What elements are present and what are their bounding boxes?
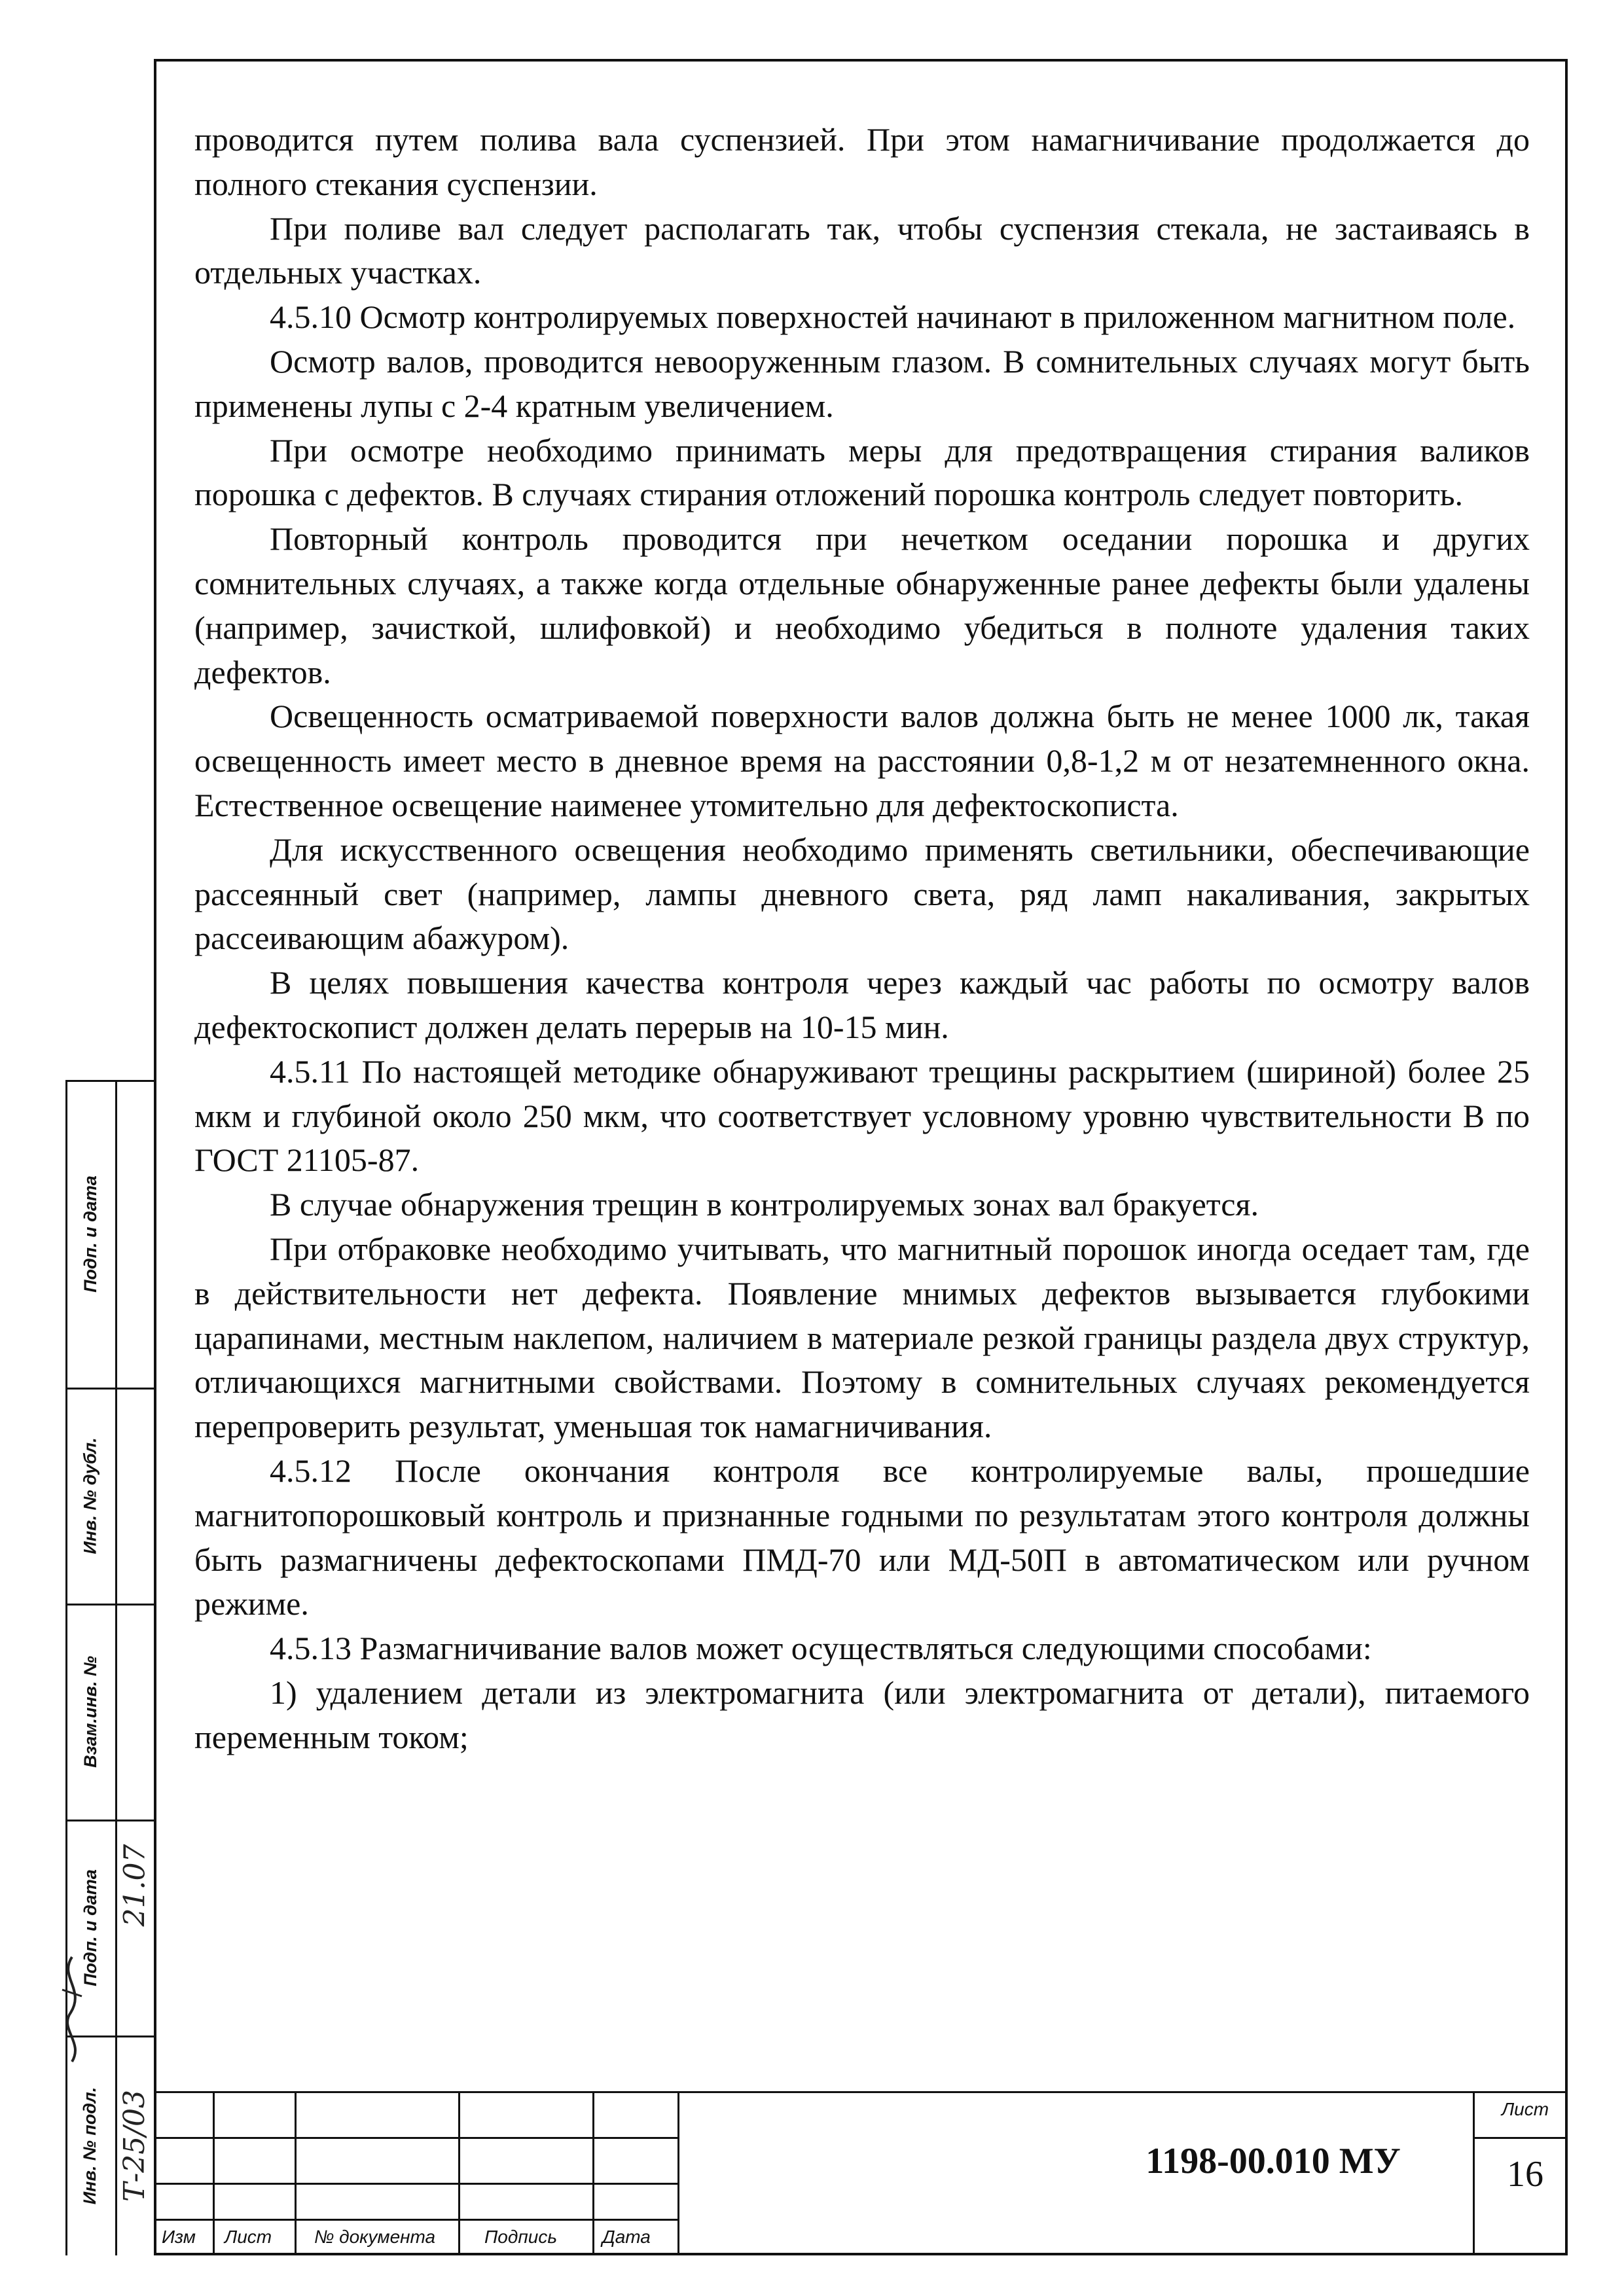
paragraph: 4.5.12 После окончания контроля все контролируемые валы, прошедшие магнитопорошковый контроль и признанные годными по результатам этого контроля должны быть размагничены дефектоскопами ПМД-70 или МД-50П в автоматическом или ручном режиме.	[194, 1452, 1530, 1623]
body-text	[194, 118, 1530, 1759]
paragraph: Для искусственного освещения необходимо применять светильники, обеспечивающие рассеянный свет (например, лампы дневного света, ряд ламп накаливания, закрытых рассеивающим абажуром).	[194, 831, 1530, 957]
paragraph: В целях повышения качества контроля через каждый час работы по осмотру валов дефектоскопист должен делать перерыв на 10-15 мин.	[194, 964, 1530, 1045]
paragraph: В случае обнаружения трещин в контролируемых зонах вал бракуется.	[270, 1186, 1259, 1223]
col-label-change: Изм	[162, 2227, 196, 2247]
sheet-number: 16	[1507, 2154, 1543, 2195]
signature-mark	[52, 1950, 92, 2068]
paragraph: Осмотр валов, проводится невооруженным глазом. В сомнительных случаях могут быть применены лупы с 2-4 кратным увеличением.	[194, 342, 1530, 424]
paragraph: 1) удалением детали из электромагнита (или электромагнита от детали), питаемого переменным током;	[194, 1674, 1530, 1755]
title-block	[154, 2091, 1568, 2255]
side-label-sign-date-2: Подп. и дата	[80, 1869, 100, 1986]
title-block-line	[677, 2091, 679, 2255]
handwritten-inventory-number: Т-25/03	[118, 2089, 152, 2202]
side-label-inv-dup: Инв. № дубл.	[80, 1437, 100, 1554]
sheet-label: Лист	[1501, 2099, 1549, 2119]
side-label-inv-original: Инв. № подл.	[80, 2087, 100, 2204]
title-block-line	[154, 2091, 677, 2093]
document-code: 1198-00.010 МУ	[1146, 2141, 1401, 2181]
title-block-line	[295, 2091, 297, 2255]
paragraph: Повторный контроль проводится при нечетком оседании порошка и других сомнительных случаях, а также когда отдельные обнаруженные ранее дефекты были удалены (например, зачисткой, шлифовкой) и необходимо убедиться в полноте удаления таких дефектов.	[194, 520, 1530, 691]
paragraph: 4.5.10 Осмотр контролируемых поверхностей начинают в приложенном магнитном поле.	[270, 298, 1516, 336]
side-label-replace-inv: Взам.инв. №	[80, 1655, 100, 1768]
title-block-line	[154, 2137, 677, 2139]
title-block-line	[1473, 2091, 1475, 2255]
handwritten-date: 21.07	[118, 1844, 151, 1926]
paragraph: При осмотре необходимо принимать меры для предотвращения стирания валиков порошка с дефектов. В случаях стирания отложений порошка контроль следует повторить.	[194, 431, 1530, 513]
title-block-line	[592, 2091, 594, 2255]
col-label-signature: Подпись	[484, 2227, 558, 2247]
paragraph: 4.5.11 По настоящей методике обнаруживают трещины раскрытием (шириной) более 25 мкм и глубиной около 250 мкм, что соответствует условному уровню чувствительности В по ГОСТ 21105-87.	[194, 1052, 1530, 1179]
col-label-sheet: Лист	[225, 2227, 272, 2247]
col-label-document: № документа	[314, 2227, 436, 2247]
paragraph: При отбраковке необходимо учитывать, что магнитный порошок иногда оседает там, где в действительности нет дефекта. Появление мнимых дефектов вызывается глубокими царапинами, местным наклепом, наличием в материале резкой границы раздела двух структур, отличающихся магнитными свойствами. Поэтому в сомнительных случаях рекомендуется перепроверить результат, уменьшая ток намагничивания.	[194, 1230, 1530, 1445]
side-label-sign-date: Подп. и дата	[80, 1175, 100, 1293]
col-label-date: Дата	[602, 2227, 651, 2247]
paragraph: 4.5.13 Размагничивание валов может осуществляться следующими способами:	[270, 1630, 1372, 1667]
title-block-line	[1473, 2137, 1568, 2139]
title-block-line	[677, 2091, 1568, 2093]
title-block-line	[458, 2091, 460, 2255]
title-block-line	[154, 2183, 677, 2185]
side-stamp	[65, 1080, 154, 2255]
paragraph: При поливе вал следует располагать так, чтобы суспензия стекала, не застаиваясь в отдельных участках.	[194, 209, 1530, 291]
paragraph: проводится путем полива вала суспензией. При этом намагничивание продолжается до полного стекания суспензии.	[194, 121, 1530, 202]
title-block-line	[154, 2219, 677, 2221]
title-block-line	[213, 2091, 215, 2255]
paragraph: Освещенность осматриваемой поверхности валов должна быть не менее 1000 лк, такая освещенность имеет место в дневное время на расстоянии 0,8-1,2 м от незатемненного окна. Естественное освещение наименее утомительно для дефектоскописта.	[194, 698, 1530, 823]
